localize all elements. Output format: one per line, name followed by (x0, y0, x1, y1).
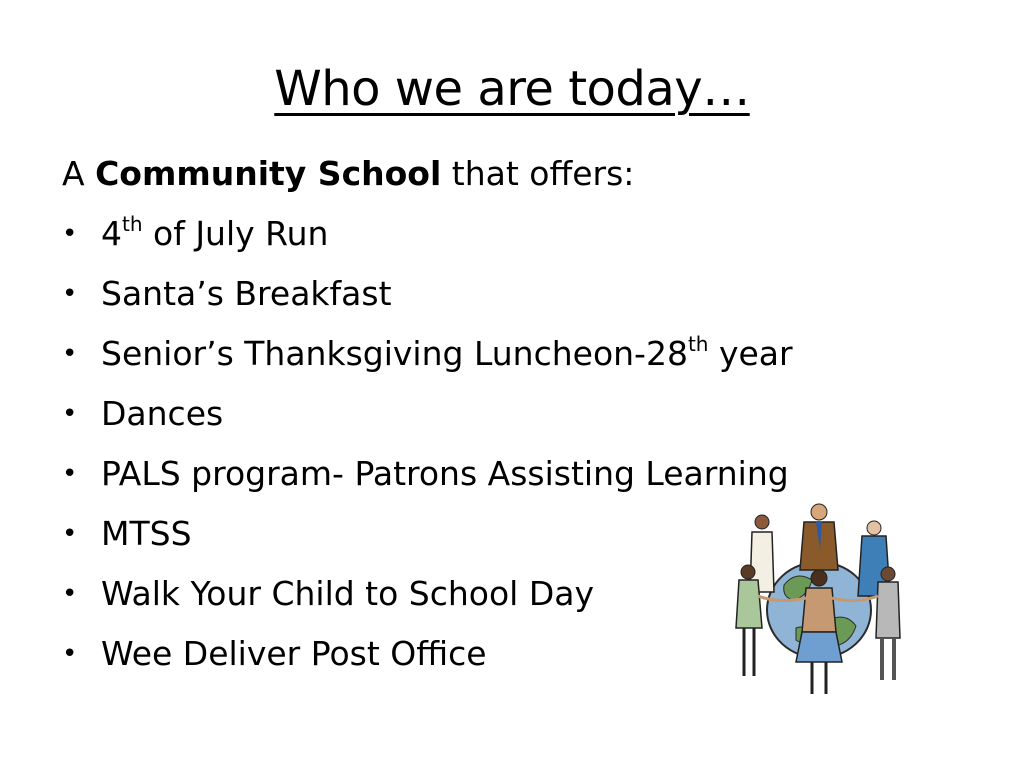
list-item (62, 572, 793, 632)
item-text: Walk Your Child to School Day (101, 574, 595, 613)
intro-bold: Community School (95, 154, 442, 193)
item-text: Santa’s Breakfast (101, 274, 392, 313)
list-item (62, 272, 793, 332)
item-text: PALS program- Patrons Assisting Learning (101, 454, 789, 493)
list-item (62, 212, 793, 272)
bullet-list (62, 212, 793, 692)
list-item (62, 392, 793, 452)
list-item (62, 632, 793, 692)
item-text: MTSS (101, 514, 192, 553)
bullet-icon: • (62, 459, 78, 489)
intro-prefix: A (62, 154, 96, 193)
bullet-icon: • (62, 219, 78, 249)
slide-title: Who we are today… (274, 61, 750, 117)
item-text: Senior’s Thanksgiving Luncheon-28 (101, 334, 688, 373)
item-text: Dances (101, 394, 224, 433)
item-text-end: of July Run (142, 214, 329, 253)
people-around-globe-icon (734, 500, 904, 700)
list-item (62, 452, 793, 512)
bullet-icon: • (62, 339, 78, 369)
bullet-icon: • (62, 279, 78, 309)
item-text-end: year (708, 334, 793, 373)
item-text: Wee Deliver Post Office (101, 634, 487, 673)
bullet-icon: • (62, 519, 78, 549)
item-superscript: th (687, 332, 709, 356)
list-item (62, 512, 793, 572)
item-text: 4 (101, 214, 122, 253)
bullet-icon: • (62, 639, 78, 669)
item-superscript: th (122, 212, 143, 236)
bullet-icon: • (62, 399, 78, 429)
list-item (62, 332, 793, 392)
bullet-icon: • (62, 579, 78, 609)
intro-suffix: that offers: (441, 154, 635, 193)
intro-line (62, 154, 634, 194)
